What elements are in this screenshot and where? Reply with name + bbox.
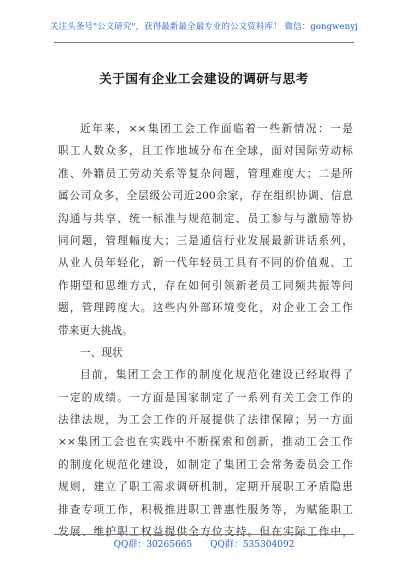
paragraph-1-line: 准、外籍员工劳动关系等复杂问题，管理难度大；二是所	[58, 167, 353, 180]
header-divider	[54, 42, 354, 43]
document-body	[58, 118, 353, 543]
paragraph-2-line: 发展、维护职工权益提供全方位支持。但在实际工作中，	[58, 526, 353, 539]
paragraph-2-line: 排查专项工作，积极推进职工普惠性服务等，为赋能职工	[58, 503, 353, 516]
paragraph-1-line: 沟通与共享、统一标准与规范制定、员工参与与激励等协	[58, 212, 353, 225]
footer-qq-group-1: QQ群：30265665	[113, 540, 193, 550]
document-title: 关于国有企业工会建设的调研与思考	[99, 71, 309, 86]
footer-qq-group-2: QQ群：535304092	[210, 540, 295, 550]
paragraph-2-line: ××集团工会也在实践中不断探索和创新，推动工会工作	[58, 436, 353, 449]
footer-divider	[54, 534, 354, 535]
paragraph-1-line: 同问题，管理幅度大；三是通信行业发展最新讲话系列，	[58, 234, 353, 247]
paragraph-2-line: 规则，建立了职工需求调研机制，定期开展职工矛盾隐患	[58, 481, 353, 494]
paragraph-1-line: 作期望和思维方式，存在如何引领新老员工同频共振等问	[58, 279, 353, 292]
header-notice: 关注头条号"公文研究"，获得最新最全最专业的公文资料库！ 微信：gongwenyj	[50, 22, 358, 32]
paragraph-2-line: 法律法规，为工会工作的开展提供了法律保障；另一方面	[58, 414, 353, 427]
paragraph-1-line: 职工人数众多，且工作地域分布在全球，面对国际劳动标	[58, 145, 353, 158]
paragraph-1-line: 近年来，××集团工会工作面临着一些新情况：一是	[80, 123, 353, 135]
paragraph-1-line: 带来更大挑战。	[58, 324, 133, 337]
paragraph-2-line: 一定的成绩。一方面是国家制定了一系列有关工会工作的	[58, 391, 353, 404]
paragraph-2-line: 的制度化规范化建设，如制定了集团工会常务委员会工作	[58, 458, 353, 471]
section-heading: 一、现状	[80, 346, 123, 359]
paragraph-2-line: 目前，集团工会工作的制度化规范化建设已经取得了	[80, 369, 353, 382]
paragraph-1-line: 属公司众多，全层级公司近200余家，存在组织协调、信息	[58, 190, 353, 203]
paragraph-1-line: 题，管理跨度大。这些内外部环境变化，对企业工会工作	[58, 302, 353, 315]
paragraph-1-line: 从业人员年轻化，新一代年轻员工具有不同的价值观、工	[58, 257, 353, 270]
footer-contacts	[0, 537, 408, 550]
